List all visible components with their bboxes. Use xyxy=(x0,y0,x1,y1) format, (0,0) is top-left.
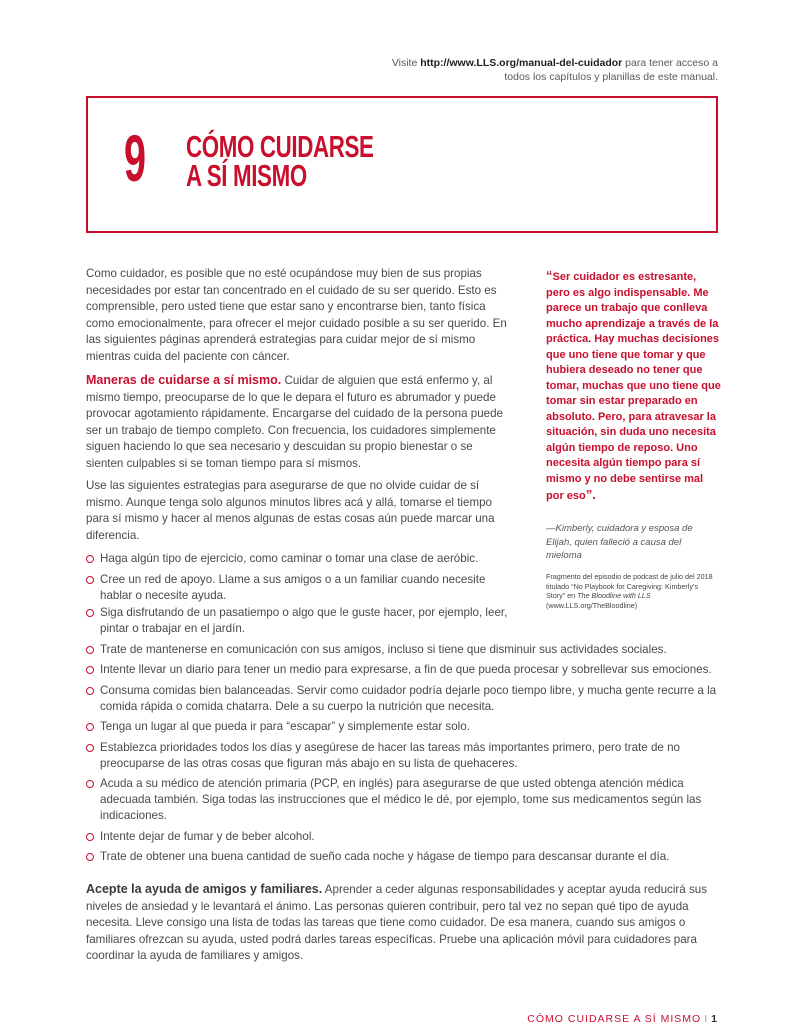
list-item: Trate de mantenerse en comunicación con sus amigos, incluso si tiene que disminuir sus actividades sociales. xyxy=(86,642,726,658)
pull-quote xyxy=(546,268,722,505)
footer-separator: I xyxy=(704,1013,709,1025)
header-note xyxy=(388,56,718,84)
source-url: (www.LLS.org/TheBloodline) xyxy=(546,600,638,610)
quote-attribution: —Kimberly, cuidadora y esposa de Elijah, quien falleció a causa del mieloma xyxy=(546,523,693,561)
help-section xyxy=(86,881,716,965)
manual-link[interactable]: http://www.LLS.org/manual-del-cuidador xyxy=(420,57,623,69)
list-item: Acuda a su médico de atención primaria (PCP, en inglés) para asegurarse de que usted obtenga atención médica adecuada también. Siga todas las instrucciones que el médico le dé, por ejemplo, tome sus medicamentos según las indicaciones. xyxy=(86,776,726,824)
source-note xyxy=(546,572,716,610)
self-care-heading: Maneras de cuidarse a sí mismo. xyxy=(86,373,282,387)
source-text: Fragmento del episodio de podcast de julio del 2018 titulado “No Playbook for Caregiving: Kimberly’s Story” en xyxy=(546,572,713,600)
page-footer xyxy=(527,1013,718,1025)
intro-paragraph: Como cuidador, es posible que no esté ocupándose muy bien de sus propias necesidades por estar tan concentrado en el cuidado de su ser querido. Esto es comprensible, pero usted tiene que estar sano y encontrarse bien, tanto física como emocionalmente, para ofrecer el mejor cuidado posible a su ser querido. En las siguientes páginas aprenderá estrategias para cuidar mejor de sí mismo mientras cuida del paciente con cáncer. xyxy=(86,267,507,363)
bullet-icon xyxy=(86,687,94,695)
chapter-number: 9 xyxy=(124,121,147,195)
footer-label: CÓMO CUIDARSE A SÍ MISMO xyxy=(527,1013,702,1025)
list-item: Intente dejar de fumar y de beber alcohol. xyxy=(86,829,726,845)
bullet-icon xyxy=(86,646,94,654)
page-number: 1 xyxy=(711,1013,718,1025)
bullet-icon xyxy=(86,555,94,563)
list-item: Establezca prioridades todos los días y asegúrese de hacer las tareas más importantes primero, pero trate de no preocuparse de las otras cosas que figuran más abajo en su lista de quehaceres. xyxy=(86,740,726,772)
quote-close-mark: ”. xyxy=(585,487,596,502)
chapter-title-box xyxy=(86,96,718,233)
list-item: Haga algún tipo de ejercicio, como caminar o tomar una clase de aeróbic. xyxy=(86,551,506,567)
list-item: Siga disfrutando de un pasatiempo o algo que le guste hacer, por ejemplo, leer, pintar o trabajar en el jardín. xyxy=(86,605,515,637)
help-text: Aprender a ceder algunas responsabilidades y aceptar ayuda reducirá sus niveles de ansiedad y le levantará el ánimo. Las personas quieren contribuir, pero tal vez no sepan qué tipo de ayuda necesita. Lleve consigo una lista de todas las tareas que tiene como cuidador. De esa manera, cuando sus amigos o familiares ofrezcan su ayuda, usted podrá darles tareas específicas. Pruebe una aplicación móvil para cuidadores para coordinar la ayuda de familiares y amigos. xyxy=(86,883,707,962)
bullet-icon xyxy=(86,833,94,841)
quote-open-mark: “ xyxy=(546,268,553,283)
list-item: Cree un red de apoyo. Llame a sus amigos o a un familiar cuando necesite hablar o necesite ayuda. xyxy=(86,572,506,604)
bullet-icon xyxy=(86,853,94,861)
list-item: Intente llevar un diario para tener un medio para expresarse, a fin de que pueda procesar y sobrellevar sus emociones. xyxy=(86,662,726,678)
chapter-title-line2: A SÍ MISMO xyxy=(186,158,307,193)
strategy-list-wide xyxy=(86,605,726,870)
strategies-intro: Use las siguientes estrategias para asegurarse de que no olvide cuidar de sí mismo. Aunque tenga solo algunos minutos libres acá y allá, tomarse el tiempo para sí mismo y hacer al menos algunas de estas cosas aún puede marcar una diferencia. xyxy=(86,479,495,542)
list-item: Trate de obtener una buena cantidad de sueño cada noche y hágase de tiempo para descansar durante el día. xyxy=(86,849,726,865)
bullet-icon xyxy=(86,576,94,584)
quote-text: Ser cuidador es estresante, pero es algo indispensable. Me parece un trabajo que conlleva mucho aprendizaje a través de la práctica. Hay muchas decisiones que uno tiene que tomar y que hubiera deseado no tener que tomar, muchas que uno tiene que tomar sin estar preparado en absoluto. Pero, para atravesar la situación, sin duda uno necesita algún tiempo de reposo. Uno necesita algún tiempo para sí mismo y no debe sentirse mal por eso xyxy=(546,271,721,502)
chapter-title-line1: CÓMO CUIDARSE xyxy=(186,129,374,164)
podcast-title: The Bloodline with LLS xyxy=(577,591,651,600)
bullet-icon xyxy=(86,666,94,674)
help-heading: Acepte la ayuda de amigos y familiares. xyxy=(86,882,323,896)
chapter-title xyxy=(186,129,374,193)
list-item: Consuma comidas bien balanceadas. Servir como cuidador podría dejarle poco tiempo libre, y mucha gente recurre a la comida rápida o comida chatarra. Dele a su cuerpo la nutrición que necesita. xyxy=(86,683,726,715)
self-care-section xyxy=(86,372,508,472)
header-note-prefix: Visite xyxy=(391,57,421,69)
bullet-icon xyxy=(86,780,94,788)
strategy-list-narrow xyxy=(86,551,506,608)
self-care-text: Cuidar de alguien que está enfermo y, al mismo tiempo, preocuparse de lo que le depara el futuro es abrumador y puede provocar agotamiento rápidamente. Encargarse del cuidado de la persona puede ser un trabajo de tiempo completo. Con frecuencia, los cuidadores simplemente siguen haciendo lo que sea necesario y descuidan su propio bienestar o se sienten culpables si se toman tiempo para sí mismos. xyxy=(86,374,504,470)
bullet-icon xyxy=(86,744,94,752)
bullet-icon xyxy=(86,723,94,731)
header-note-suffix: para tener acceso a todos los capítulos y planillas de este manual. xyxy=(504,57,718,83)
list-item: Tenga un lugar al que pueda ir para “escapar” y simplemente estar solo. xyxy=(86,719,726,735)
bullet-icon xyxy=(86,609,94,617)
